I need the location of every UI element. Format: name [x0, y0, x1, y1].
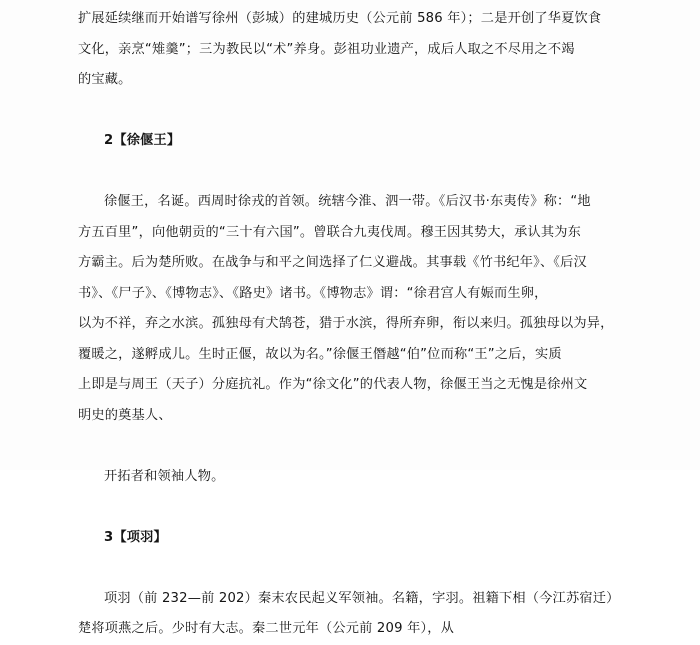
- paragraph-xiangyu-2: 楚将项燕之后。少时有大志。秦二世元年（公元前 209 年），从: [78, 621, 455, 636]
- paragraph-spacer: [78, 492, 622, 523]
- paragraph-xuyanwang-9: 开拓者和领袖人物。: [104, 468, 225, 484]
- paragraph-xuyanwang-5: 以为不祥，弃之水滨。孤独母有犬鹄苍，猎于水滨，得所弃卵，衔以来归。孤独母以为异，: [78, 316, 614, 331]
- paragraph-culture-line2: 文化，亲烹“雉羹”；三为教民以“术”养身。彭祖功业遗产，成后人取之不尽用之不竭: [78, 41, 575, 57]
- paragraph-xuyanwang-4: 书》、《尸子》、《博物志》、《路史》诸书。《博物志》谓：“徐君宫人有娠而生卵，: [78, 285, 548, 301]
- document-body: [78, 4, 622, 645]
- paragraph-xuyanwang-1: 徐偃王，名诞。西周时徐戎的首领。统辖今淮、泗一带。《后汉书·东夷传》称：“地: [104, 194, 591, 209]
- paragraph-xuyanwang-6: 覆暖之，遂孵成儿。生时正偃，故以为名。”徐偃王僭越“伯”位而称“王”之后，实质: [78, 346, 562, 362]
- paragraph-spacer: [78, 157, 622, 188]
- paragraph-spacer: [78, 431, 622, 462]
- paragraph-xuyanwang-8: 明史的奠基人、: [78, 407, 172, 423]
- paragraph-spacer: [78, 96, 622, 127]
- heading-xiangyu: 3【项羽】: [104, 529, 167, 545]
- heading-xuyanwang: 2【徐偃王】: [104, 133, 181, 148]
- paragraph-spacer: [78, 553, 622, 584]
- paragraph-xiangyu-1: 项羽（前 232—前 202）秦末农民起义军领袖。名籍，字羽。祖籍下相（今江苏宿迁）: [104, 590, 620, 606]
- paragraph-xuyanwang-2: 方五百里”，向他朝贡的“三十有六国”。曾联合九夷伐周。穆王因其势大，承认其为东: [78, 224, 582, 240]
- paragraph-xuzhou-history-continued: 扩展延续继而开始谱写徐州（彭城）的建城历史（公元前 586 年）；二是开创了华夏饮食: [78, 11, 602, 26]
- paragraph-culture-line3: 的宝藏。: [78, 72, 132, 87]
- paragraph-xuyanwang-3: 方霸主。后为楚所败。在战争与和平之间选择了仁义避战。其事载《竹书纪年》、《后汉: [78, 255, 587, 270]
- paragraph-xuyanwang-7: 上即是与周王（天子）分庭抗礼。作为“徐文化”的代表人物，徐偃王当之无愧是徐州文: [78, 377, 588, 392]
